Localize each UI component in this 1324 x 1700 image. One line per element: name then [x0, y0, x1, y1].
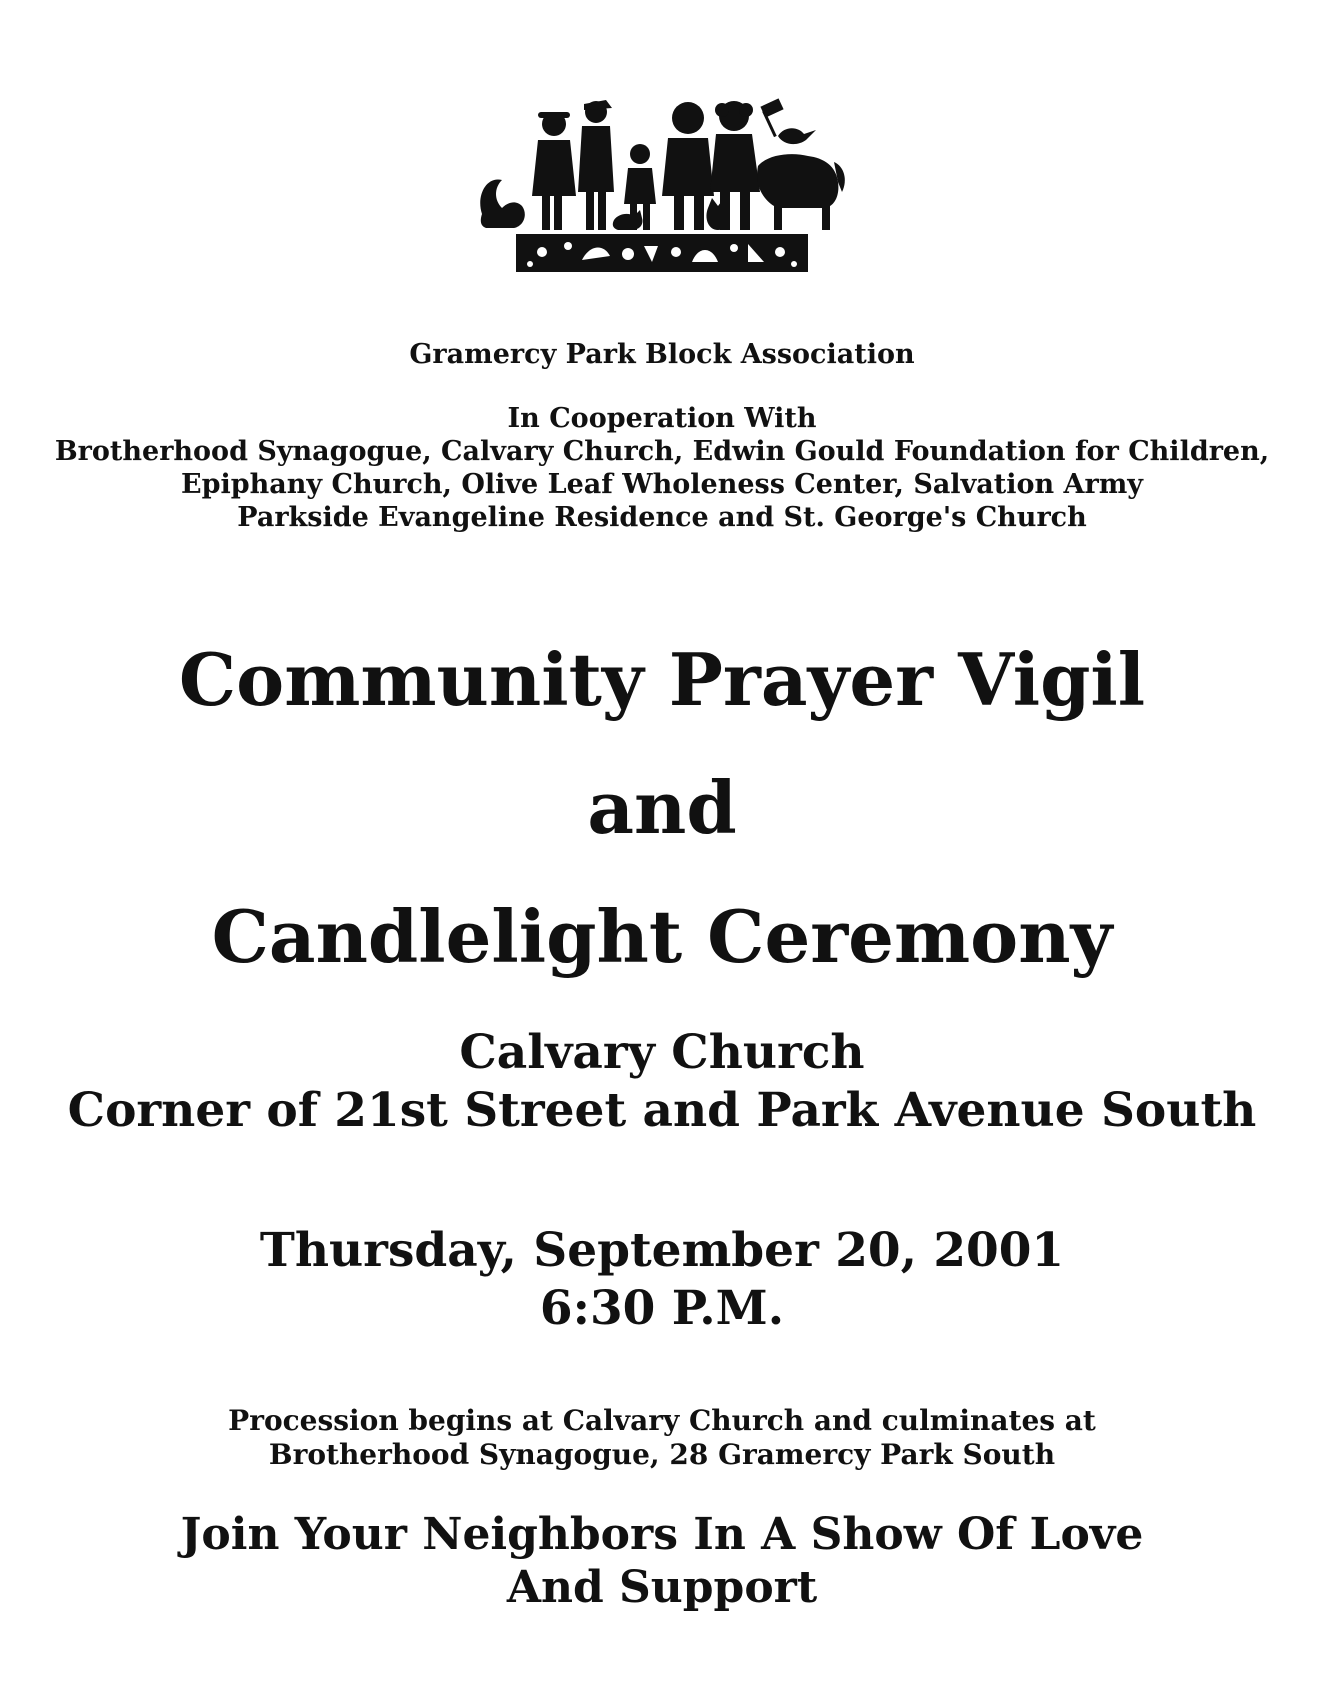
call-to-action-line: And Support: [506, 1562, 818, 1613]
datetime-block: [0, 1222, 1324, 1338]
event-title-line: and: [587, 765, 737, 850]
event-time: 6:30 P.M.: [539, 1281, 785, 1336]
partners-line: Parkside Evangeline Residence and St. George's Church: [237, 502, 1087, 533]
procession-line: Brotherhood Synagogue, 28 Gramercy Park South: [268, 1438, 1056, 1471]
procession-info: [0, 1404, 1324, 1472]
call-to-action-line: Join Your Neighbors In A Show Of Love: [180, 1509, 1144, 1560]
event-date: Thursday, September 20, 2001: [259, 1223, 1065, 1278]
organization-label: Gramercy Park Block Association: [409, 339, 915, 370]
event-title-line: Community Prayer Vigil: [178, 637, 1146, 722]
event-title-line: Candlelight Ceremony: [211, 894, 1113, 979]
community-silhouette-logo-icon: [472, 96, 852, 276]
cooperation-heading: In Cooperation With: [507, 403, 817, 434]
call-to-action: [0, 1508, 1324, 1614]
procession-line: Procession begins at Calvary Church and culminates at: [228, 1404, 1096, 1437]
partners-line: Brotherhood Synagogue, Calvary Church, Edwin Gould Foundation for Children,: [54, 436, 1270, 467]
venue-address: Corner of 21st Street and Park Avenue South: [67, 1083, 1257, 1138]
logo: [0, 96, 1324, 280]
organization-name: [0, 338, 1324, 372]
cooperation-block: [0, 402, 1324, 534]
venue-name: Calvary Church: [459, 1025, 865, 1080]
partners-line: Epiphany Church, Olive Leaf Wholeness Center, Salvation Army: [181, 469, 1143, 500]
location-block: [0, 1024, 1324, 1140]
